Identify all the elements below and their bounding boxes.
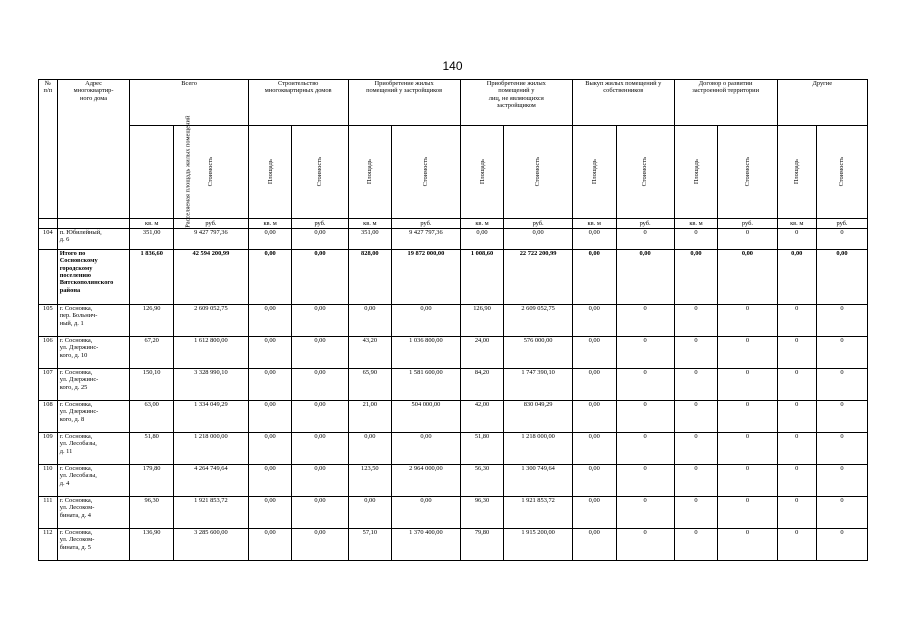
cell-cost: 0,00 bbox=[292, 250, 348, 305]
header-cost: Стоимость bbox=[392, 126, 461, 219]
cell-area: 84,20 bbox=[460, 369, 504, 401]
cell-cost: 0 bbox=[718, 401, 777, 433]
cell-area: 0 bbox=[777, 305, 816, 337]
cell-cost: 0 bbox=[816, 229, 867, 250]
cell-area: 0,00 bbox=[248, 337, 292, 369]
row-address: Итого по Сосновскому городскому поселению Вятскополянского района bbox=[57, 250, 130, 305]
cell-cost: 42 594 200,99 bbox=[174, 250, 249, 305]
unit-area: кв. м bbox=[674, 219, 718, 229]
row-address: г. Сосновка, ул. Лесобазы, д. 11 bbox=[57, 433, 130, 465]
unit-cost: руб. bbox=[504, 219, 573, 229]
cell-area: 65,90 bbox=[348, 369, 392, 401]
cell-cost: 0 bbox=[718, 229, 777, 250]
cell-cost: 1 370 400,00 bbox=[392, 529, 461, 561]
table-row bbox=[39, 497, 868, 529]
cell-cost: 0,00 bbox=[292, 465, 348, 497]
table-row bbox=[39, 305, 868, 337]
cell-cost: 0 bbox=[718, 529, 777, 561]
cell-cost: 0 bbox=[718, 497, 777, 529]
table-row bbox=[39, 369, 868, 401]
cell-cost: 1 218 000,00 bbox=[174, 433, 249, 465]
cell-cost: 0 bbox=[616, 433, 674, 465]
cell-cost: 0,00 bbox=[616, 250, 674, 305]
cell-area: 0,00 bbox=[248, 250, 292, 305]
cell-cost: 22 722 200,99 bbox=[504, 250, 573, 305]
header-row-groups bbox=[39, 80, 868, 126]
cell-cost: 0 bbox=[616, 337, 674, 369]
cell-area: 0 bbox=[777, 529, 816, 561]
cell-area: 0,00 bbox=[572, 401, 616, 433]
cell-area: 0,00 bbox=[248, 433, 292, 465]
cell-cost: 2 609 052,75 bbox=[174, 305, 249, 337]
row-number: 112 bbox=[39, 529, 58, 561]
cell-cost: 0,00 bbox=[816, 250, 867, 305]
cell-area: 42,00 bbox=[460, 401, 504, 433]
row-number: 108 bbox=[39, 401, 58, 433]
cell-cost: 0,00 bbox=[292, 369, 348, 401]
cell-cost: 0,00 bbox=[292, 305, 348, 337]
row-number: 104 bbox=[39, 229, 58, 250]
cell-area: 0,00 bbox=[248, 401, 292, 433]
unit-empty bbox=[39, 219, 58, 229]
cell-cost: 0 bbox=[616, 369, 674, 401]
cell-area: 0 bbox=[674, 369, 718, 401]
cell-area: 0 bbox=[674, 229, 718, 250]
cell-cost: 0 bbox=[718, 337, 777, 369]
row-number: 107 bbox=[39, 369, 58, 401]
cell-area: 21,00 bbox=[348, 401, 392, 433]
unit-area: кв. м bbox=[130, 219, 174, 229]
header-group-total: Всего bbox=[130, 80, 248, 126]
cell-cost: 0 bbox=[616, 465, 674, 497]
row-address: г. Сосновка, ул. Дзержинс- кого, д. 8 bbox=[57, 401, 130, 433]
cell-area: 126,90 bbox=[460, 305, 504, 337]
cell-cost: 1 612 800,00 bbox=[174, 337, 249, 369]
unit-cost: руб. bbox=[174, 219, 249, 229]
cell-area: 0,00 bbox=[248, 529, 292, 561]
row-address: г. Сосновка, ул. Лесобазы, д. 4 bbox=[57, 465, 130, 497]
cell-cost: 0 bbox=[616, 401, 674, 433]
cell-area: 0,00 bbox=[348, 433, 392, 465]
cell-cost: 0 bbox=[616, 529, 674, 561]
cell-area: 0 bbox=[777, 229, 816, 250]
unit-cost: руб. bbox=[816, 219, 867, 229]
header-address: Адрес многоквартир- ного дома bbox=[57, 80, 130, 219]
cell-cost: 0,00 bbox=[292, 497, 348, 529]
row-number bbox=[39, 250, 58, 305]
header-area: Площадь bbox=[460, 126, 504, 219]
cell-cost: 0 bbox=[816, 305, 867, 337]
cell-area: 0 bbox=[777, 497, 816, 529]
table-row bbox=[39, 465, 868, 497]
cell-area: 0,00 bbox=[572, 529, 616, 561]
table-row bbox=[39, 229, 868, 250]
cell-area: 0,00 bbox=[248, 369, 292, 401]
cell-cost: 504 000,00 bbox=[392, 401, 461, 433]
cell-area: 0,00 bbox=[248, 305, 292, 337]
row-address: г. Сосновка, ул. Дзержинс- кого, д. 10 bbox=[57, 337, 130, 369]
row-address: г. Сосновка, пер. Больнич- ный, д. 1 bbox=[57, 305, 130, 337]
cell-area: 123,50 bbox=[348, 465, 392, 497]
cell-area: 0,00 bbox=[572, 305, 616, 337]
header-area: Площадь bbox=[248, 126, 292, 219]
table-row bbox=[39, 337, 868, 369]
page-number: 140 bbox=[442, 59, 463, 73]
header-group-buyout: Выкуп жилых помещений у собственников bbox=[572, 80, 674, 126]
header-cost: Стоимость bbox=[816, 126, 867, 219]
cell-area: 351,00 bbox=[130, 229, 174, 250]
cell-area: 63,00 bbox=[130, 401, 174, 433]
table-row bbox=[39, 401, 868, 433]
cell-cost: 0 bbox=[816, 497, 867, 529]
cell-area: 57,10 bbox=[348, 529, 392, 561]
table-row bbox=[39, 433, 868, 465]
cell-cost: 2 609 052,75 bbox=[504, 305, 573, 337]
cell-cost: 1 921 853,72 bbox=[174, 497, 249, 529]
cell-area: 0 bbox=[777, 337, 816, 369]
header-cost: Стоимость bbox=[718, 126, 777, 219]
row-number: 106 bbox=[39, 337, 58, 369]
cell-area: 0,00 bbox=[348, 305, 392, 337]
cell-area: 828,00 bbox=[348, 250, 392, 305]
cell-cost: 0 bbox=[816, 433, 867, 465]
cell-area: 0,00 bbox=[572, 465, 616, 497]
row-address: г. Сосновка, ул. Дзержинс- кого, д. 25 bbox=[57, 369, 130, 401]
cell-cost: 576 000,00 bbox=[504, 337, 573, 369]
unit-area: кв. м bbox=[777, 219, 816, 229]
row-number: 110 bbox=[39, 465, 58, 497]
cell-area: 0 bbox=[777, 369, 816, 401]
cell-area: 126,90 bbox=[130, 305, 174, 337]
header-cost: Стоимость bbox=[174, 126, 249, 219]
cell-area: 0 bbox=[674, 305, 718, 337]
cell-cost: 9 427 797,36 bbox=[392, 229, 461, 250]
unit-cost: руб. bbox=[392, 219, 461, 229]
cell-area: 0,00 bbox=[674, 250, 718, 305]
cell-area: 67,20 bbox=[130, 337, 174, 369]
cell-area: 0,00 bbox=[572, 369, 616, 401]
cell-area: 0 bbox=[674, 401, 718, 433]
header-cost: Стоимость bbox=[292, 126, 348, 219]
cell-area: 0 bbox=[674, 465, 718, 497]
cell-cost: 0,00 bbox=[292, 433, 348, 465]
cell-area: 0,00 bbox=[348, 497, 392, 529]
header-cost: Стоимость bbox=[616, 126, 674, 219]
cell-area: 0,00 bbox=[572, 229, 616, 250]
cell-area: 0 bbox=[777, 433, 816, 465]
cell-cost: 0,00 bbox=[292, 337, 348, 369]
cell-area: 351,00 bbox=[348, 229, 392, 250]
cell-area: 179,80 bbox=[130, 465, 174, 497]
row-address: п. Юбилейный, д. 6 bbox=[57, 229, 130, 250]
cell-cost: 0 bbox=[816, 465, 867, 497]
header-area: Площадь bbox=[777, 126, 816, 219]
cell-cost: 0,00 bbox=[292, 529, 348, 561]
cell-cost: 0 bbox=[616, 229, 674, 250]
cell-cost: 0,00 bbox=[392, 497, 461, 529]
cell-area: 56,30 bbox=[460, 465, 504, 497]
cell-area: 0,00 bbox=[572, 250, 616, 305]
cell-area: 79,80 bbox=[460, 529, 504, 561]
cell-cost: 1 915 200,00 bbox=[504, 529, 573, 561]
cell-cost: 0 bbox=[616, 497, 674, 529]
cell-cost: 9 427 797,36 bbox=[174, 229, 249, 250]
cell-area: 0,00 bbox=[248, 465, 292, 497]
cell-cost: 0,00 bbox=[718, 250, 777, 305]
row-address: г. Сосновка, ул. Лесоком- бината, д. 4 bbox=[57, 497, 130, 529]
cell-cost: 0 bbox=[816, 401, 867, 433]
cell-cost: 0,00 bbox=[292, 229, 348, 250]
cell-cost: 0 bbox=[718, 433, 777, 465]
cell-cost: 1 581 600,00 bbox=[392, 369, 461, 401]
header-area: Площадь bbox=[674, 126, 718, 219]
cell-area: 1 836,60 bbox=[130, 250, 174, 305]
cell-cost: 19 872 000,00 bbox=[392, 250, 461, 305]
cell-cost: 0 bbox=[718, 369, 777, 401]
cell-area: 0,00 bbox=[572, 337, 616, 369]
header-group-from-non-developers: Приобретение жилых помещений у лиц, не являющихся застройщиком bbox=[460, 80, 572, 126]
unit-cost: руб. bbox=[616, 219, 674, 229]
row-number: 109 bbox=[39, 433, 58, 465]
cell-area: 0,00 bbox=[572, 497, 616, 529]
cell-area: 0,00 bbox=[572, 433, 616, 465]
cell-cost: 1 921 853,72 bbox=[504, 497, 573, 529]
cell-cost: 0,00 bbox=[392, 305, 461, 337]
resettlement-table bbox=[38, 79, 868, 561]
unit-empty bbox=[57, 219, 130, 229]
header-area: Площадь bbox=[572, 126, 616, 219]
cell-area: 0 bbox=[777, 465, 816, 497]
cell-cost: 0 bbox=[718, 465, 777, 497]
row-address: г. Сосновка, ул. Лесоком- бината, д. 5 bbox=[57, 529, 130, 561]
cell-area: 96,30 bbox=[130, 497, 174, 529]
unit-area: кв. м bbox=[460, 219, 504, 229]
cell-cost: 3 285 600,00 bbox=[174, 529, 249, 561]
header-group-from-developers: Приобретение жилых помещений у застройщиков bbox=[348, 80, 460, 126]
cell-area: 0 bbox=[674, 433, 718, 465]
cell-area: 150,10 bbox=[130, 369, 174, 401]
cell-area: 96,30 bbox=[460, 497, 504, 529]
cell-cost: 0 bbox=[816, 337, 867, 369]
cell-cost: 0 bbox=[816, 529, 867, 561]
cell-area: 136,90 bbox=[130, 529, 174, 561]
table-row bbox=[39, 529, 868, 561]
cell-area: 0,00 bbox=[460, 229, 504, 250]
cell-area: 51,80 bbox=[130, 433, 174, 465]
cell-area: 0 bbox=[674, 337, 718, 369]
cell-cost: 2 964 000,00 bbox=[392, 465, 461, 497]
unit-cost: руб. bbox=[718, 219, 777, 229]
cell-cost: 1 300 749,64 bbox=[504, 465, 573, 497]
row-number: 111 bbox=[39, 497, 58, 529]
cell-cost: 0,00 bbox=[504, 229, 573, 250]
cell-cost: 0 bbox=[616, 305, 674, 337]
header-group-construction: Строительство многоквартирных домов bbox=[248, 80, 348, 126]
header-total-area: Расселяемая площадь жилых помещений bbox=[130, 126, 174, 219]
cell-cost: 1 036 800,00 bbox=[392, 337, 461, 369]
unit-cost: руб. bbox=[292, 219, 348, 229]
cell-cost: 4 264 749,64 bbox=[174, 465, 249, 497]
cell-cost: 1 218 000,00 bbox=[504, 433, 573, 465]
cell-area: 0 bbox=[674, 529, 718, 561]
units-row bbox=[39, 219, 868, 229]
cell-area: 0,00 bbox=[248, 229, 292, 250]
cell-cost: 0 bbox=[816, 369, 867, 401]
cell-cost: 0,00 bbox=[392, 433, 461, 465]
cell-cost: 830 049,29 bbox=[504, 401, 573, 433]
cell-cost: 0 bbox=[718, 305, 777, 337]
cell-area: 0 bbox=[777, 401, 816, 433]
unit-area: кв. м bbox=[248, 219, 292, 229]
header-group-development-contract: Договор о развитии застроенной территории bbox=[674, 80, 777, 126]
unit-area: кв. м bbox=[348, 219, 392, 229]
row-number: 105 bbox=[39, 305, 58, 337]
cell-cost: 1 334 049,29 bbox=[174, 401, 249, 433]
cell-cost: 0,00 bbox=[292, 401, 348, 433]
header-group-other: Другие bbox=[777, 80, 867, 126]
cell-area: 43,20 bbox=[348, 337, 392, 369]
cell-area: 1 008,60 bbox=[460, 250, 504, 305]
cell-area: 51,80 bbox=[460, 433, 504, 465]
cell-cost: 1 747 390,10 bbox=[504, 369, 573, 401]
header-area: Площадь bbox=[348, 126, 392, 219]
cell-cost: 3 328 990,10 bbox=[174, 369, 249, 401]
cell-area: 24,00 bbox=[460, 337, 504, 369]
cell-area: 0,00 bbox=[777, 250, 816, 305]
table-row-subtotal bbox=[39, 250, 868, 305]
header-row-subcolumns bbox=[39, 126, 868, 219]
header-num: № п/п bbox=[39, 80, 58, 219]
unit-area: кв. м bbox=[572, 219, 616, 229]
cell-area: 0 bbox=[674, 497, 718, 529]
cell-area: 0,00 bbox=[248, 497, 292, 529]
header-cost: Стоимость bbox=[504, 126, 573, 219]
